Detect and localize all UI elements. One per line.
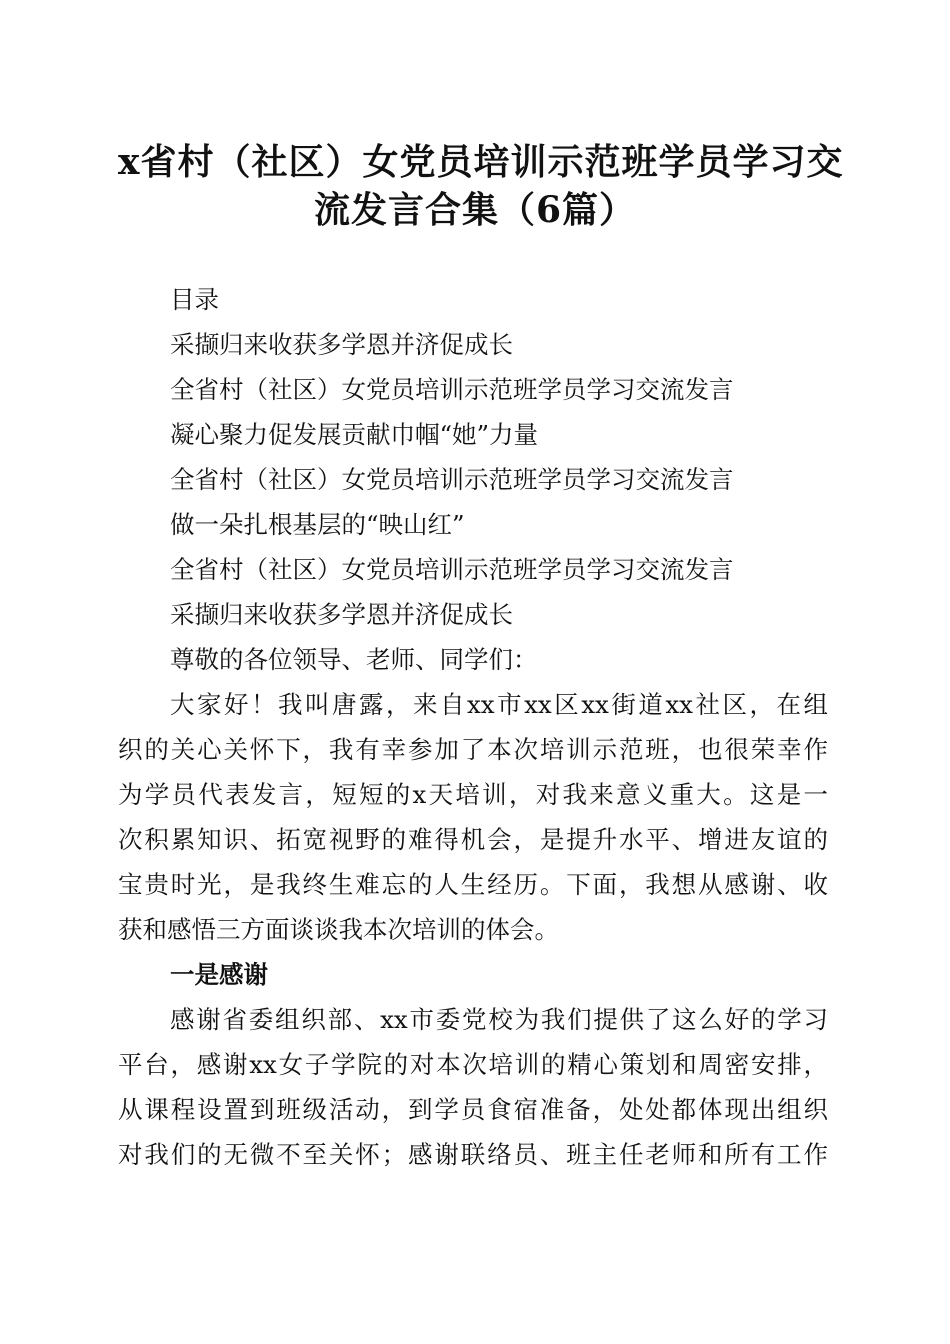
- paragraph-line: 为学员代表发言，短短的x天培训，对我来意义重大。这是一: [118, 780, 828, 809]
- paragraph-line: 获和感悟三方面谈谈我本次培训的体会。: [118, 915, 559, 944]
- title-line-2: 流发言合集（6篇）: [313, 189, 637, 231]
- salutation: 尊敬的各位领导、老师、同学们：: [170, 645, 538, 674]
- section-heading: 一是感谢: [170, 960, 268, 989]
- toc-item: 做一朵扎根基层的“映山红”: [170, 510, 465, 539]
- paragraph-line: 次积累知识、拓宽视野的难得机会，是提升水平、增进友谊的: [118, 825, 828, 854]
- paragraph-line: 大家好！我叫唐露，来自xx市xx区xx街道xx社区，在组: [170, 690, 828, 719]
- toc-item: 凝心聚力促发展贡献巾帼“她”力量: [170, 420, 539, 449]
- title-line-1: x省村（社区）女党员培训示范班学员学习交: [118, 141, 844, 183]
- paragraph-line: 织的关心关怀下，我有幸参加了本次培训示范班，也很荣幸作: [118, 735, 828, 764]
- paragraph-line: 从课程设置到班级活动，到学员食宿准备，处处都体现出组织: [118, 1095, 828, 1124]
- document-title: [118, 138, 844, 234]
- paragraph-line: 宝贵时光，是我终生难忘的人生经历。下面，我想从感谢、收: [118, 870, 828, 899]
- speech-title: 采撷归来收获多学恩并济促成长: [170, 600, 513, 629]
- toc-heading: 目录: [170, 285, 219, 314]
- toc-item: 全省村（社区）女党员培训示范班学员学习交流发言: [170, 555, 734, 584]
- paragraph-line: 感谢省委组织部、xx市委党校为我们提供了这么好的学习: [170, 1005, 828, 1034]
- paragraph-line: 平台，感谢xx女子学院的对本次培训的精心策划和周密安排，: [118, 1050, 828, 1079]
- toc-item: 全省村（社区）女党员培训示范班学员学习交流发言: [170, 375, 734, 404]
- toc-item: 全省村（社区）女党员培训示范班学员学习交流发言: [170, 465, 734, 494]
- document-body: [118, 277, 828, 1177]
- paragraph-line: 对我们的无微不至关怀；感谢联络员、班主任老师和所有工作: [118, 1140, 828, 1169]
- toc-item: 采撷归来收获多学恩并济促成长: [170, 330, 513, 359]
